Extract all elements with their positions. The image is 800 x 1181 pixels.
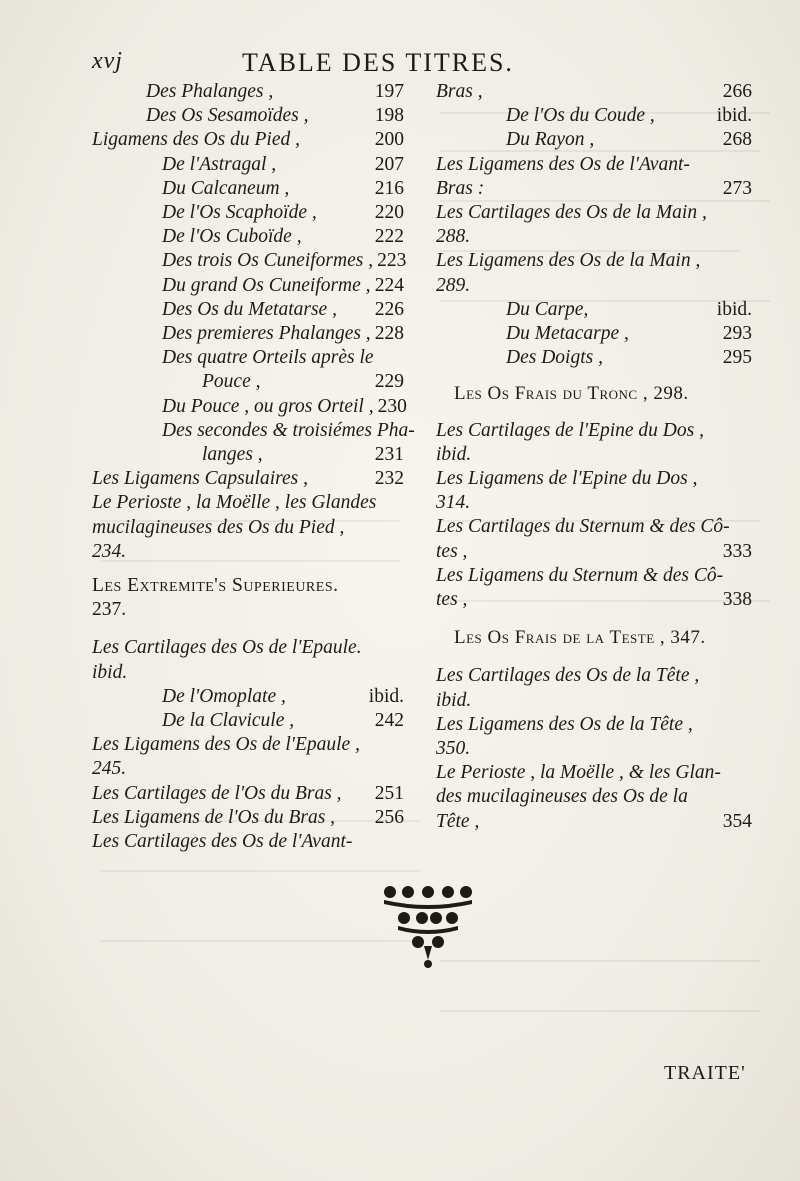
toc-entry-page bbox=[748, 761, 752, 785]
toc-entry-page bbox=[400, 661, 404, 685]
toc-entry-title: tes , bbox=[436, 589, 468, 611]
toc-entry bbox=[92, 661, 404, 685]
toc-entry bbox=[92, 177, 404, 201]
section-heading: Les Os Frais du Tronc , 298. bbox=[454, 383, 689, 405]
toc-entry-title: Du Metacarpe , bbox=[506, 323, 629, 345]
toc-entry-page: 354 bbox=[722, 810, 752, 832]
toc-entry bbox=[92, 685, 404, 709]
toc-entry-page bbox=[748, 225, 752, 249]
toc-entry bbox=[92, 443, 404, 467]
toc-entry-title: Les Cartilages du Sternum & des Cô- bbox=[436, 516, 730, 538]
toc-entry-page: 198 bbox=[374, 105, 404, 127]
toc-entry-page: 232 bbox=[374, 468, 404, 490]
toc-entry-title: Bras , bbox=[436, 81, 483, 102]
toc-entry-title: 350. bbox=[436, 738, 471, 760]
toc-entry-page: 200 bbox=[374, 129, 404, 151]
toc-entry-title: des mucilagineuses des Os de la bbox=[436, 786, 688, 808]
toc-entry-page: 222 bbox=[374, 226, 404, 248]
toc-entry-title: ibid. bbox=[92, 661, 128, 683]
toc-entry bbox=[436, 104, 752, 128]
toc-entry bbox=[436, 713, 752, 737]
toc-entry bbox=[436, 322, 752, 346]
toc-entry-page bbox=[748, 467, 752, 491]
left-column bbox=[92, 80, 415, 854]
page-title: TABLE DES TITRES. bbox=[242, 48, 514, 77]
toc-entry-title: Des Doigts , bbox=[506, 347, 603, 369]
toc-entry-page: 197 bbox=[374, 81, 404, 102]
toc-entry bbox=[92, 419, 415, 443]
toc-entry bbox=[92, 274, 404, 298]
toc-entry-title: De l'Omoplate , bbox=[162, 685, 286, 707]
toc-entry-title: Des Os du Metatarse , bbox=[162, 298, 337, 320]
toc-entry-title: Du Rayon , bbox=[506, 129, 595, 151]
toc-entry bbox=[92, 540, 404, 564]
toc-entry bbox=[436, 491, 752, 515]
toc-entry-page bbox=[748, 564, 752, 588]
toc-entry-page bbox=[400, 757, 404, 781]
toc-entry-title: Du Pouce , ou gros Orteil , bbox=[162, 395, 374, 417]
toc-entry bbox=[436, 467, 752, 491]
toc-entry-page: 220 bbox=[374, 202, 404, 224]
right-column bbox=[436, 80, 752, 834]
toc-entry bbox=[436, 689, 752, 713]
toc-entry bbox=[92, 395, 407, 419]
toc-entry bbox=[92, 370, 404, 394]
toc-entry-page bbox=[748, 515, 752, 539]
toc-entry-page: 216 bbox=[374, 177, 404, 199]
toc-entry bbox=[92, 225, 404, 249]
toc-entry bbox=[92, 298, 404, 322]
toc-entry bbox=[436, 225, 752, 249]
toc-entry-page: ibid. bbox=[716, 298, 752, 320]
toc-entry-title: ibid. bbox=[436, 689, 472, 711]
toc-entry-page: 228 bbox=[374, 323, 404, 345]
running-header bbox=[92, 48, 588, 82]
toc-entry-title: Les Cartilages de l'Os du Bras , bbox=[92, 782, 342, 804]
fleuron-ornament-icon bbox=[380, 880, 476, 970]
toc-entry bbox=[436, 664, 752, 688]
toc-entry-page bbox=[748, 443, 752, 467]
toc-entry bbox=[92, 830, 404, 854]
toc-entry-page bbox=[748, 689, 752, 713]
toc-entry bbox=[436, 540, 752, 564]
toc-entry bbox=[436, 588, 752, 612]
toc-entry-page bbox=[748, 419, 752, 443]
toc-entry bbox=[92, 709, 404, 733]
toc-entry-title: Du Calcaneum , bbox=[162, 177, 290, 199]
toc-entry-title: Les Ligamens de l'Epine du Dos , bbox=[436, 468, 698, 490]
toc-entry-title: Tête , bbox=[436, 810, 480, 832]
toc-entry-page bbox=[748, 664, 752, 688]
toc-entry-title: 288. bbox=[436, 226, 471, 248]
toc-entry-title: De l'Astragal , bbox=[162, 153, 277, 175]
toc-entry-title: ibid. bbox=[436, 443, 472, 465]
toc-entry-page bbox=[748, 713, 752, 737]
toc-entry-page bbox=[748, 491, 752, 515]
toc-entry bbox=[436, 515, 752, 539]
toc-entry-title: Les Cartilages des Os de la Tête , bbox=[436, 665, 700, 687]
toc-entry bbox=[92, 516, 404, 540]
toc-entry-page bbox=[400, 491, 404, 515]
toc-entry-page: 226 bbox=[374, 298, 404, 320]
toc-entry-title: Les Ligamens du Sternum & des Cô- bbox=[436, 564, 724, 586]
toc-entry bbox=[436, 564, 752, 588]
toc-entry bbox=[92, 491, 404, 515]
toc-entry-page: 256 bbox=[374, 806, 404, 828]
toc-entry-title: Bras : bbox=[436, 177, 485, 199]
toc-entry bbox=[436, 761, 752, 785]
toc-entry-title: 289. bbox=[436, 274, 471, 296]
toc-entry-page: 338 bbox=[722, 589, 752, 611]
toc-entry-title: tes , bbox=[436, 540, 468, 562]
toc-entry-page bbox=[400, 346, 404, 370]
toc-entry-page bbox=[400, 516, 404, 540]
toc-entry bbox=[436, 419, 752, 443]
toc-entry-title: langes , bbox=[202, 444, 263, 466]
toc-entry-page bbox=[748, 274, 752, 298]
toc-entry-page: ibid. bbox=[368, 685, 404, 707]
toc-entry bbox=[92, 153, 404, 177]
toc-entry-title: Les Ligamens des Os de la Tête , bbox=[436, 713, 693, 735]
toc-entry bbox=[436, 810, 752, 834]
toc-entry bbox=[436, 298, 752, 322]
toc-entry-page: 223 bbox=[377, 250, 407, 272]
toc-entry bbox=[436, 443, 752, 467]
toc-entry-page bbox=[748, 201, 752, 225]
toc-entry-page bbox=[400, 733, 404, 757]
toc-entry-title: 245. bbox=[92, 758, 127, 780]
toc-entry-title: Des trois Os Cuneiformes , bbox=[162, 250, 374, 272]
toc-entry-title: Des secondes & troisiémes Pha- bbox=[162, 419, 415, 441]
toc-entry bbox=[92, 782, 404, 806]
toc-entry bbox=[436, 346, 752, 370]
toc-entry-title: Ligamens des Os du Pied , bbox=[92, 129, 300, 151]
toc-entry-title: Les Ligamens des Os de la Main , bbox=[436, 250, 701, 272]
toc-entry-page: 266 bbox=[722, 81, 752, 102]
toc-entry-page bbox=[400, 540, 404, 564]
toc-entry-title: Les Ligamens des Os de l'Avant- bbox=[436, 153, 690, 175]
toc-entry bbox=[92, 201, 404, 225]
toc-entry-title: Les Ligamens Capsulaires , bbox=[92, 468, 308, 490]
toc-entry-title: Des Os Sesamoïdes , bbox=[146, 105, 309, 127]
toc-entry-page: 242 bbox=[374, 710, 404, 732]
toc-entry-title: Les Cartilages des Os de l'Avant- bbox=[92, 831, 353, 853]
toc-entry bbox=[92, 128, 404, 152]
toc-entry bbox=[436, 80, 752, 104]
toc-entry-title: Pouce , bbox=[202, 371, 261, 393]
toc-entry-title: Du Carpe, bbox=[506, 298, 589, 320]
toc-entry-page bbox=[748, 249, 752, 273]
toc-entry-title: De l'Os Scaphoïde , bbox=[162, 202, 317, 224]
toc-entry bbox=[92, 757, 404, 781]
toc-entry bbox=[436, 274, 752, 298]
toc-entry-title: Les Cartilages des Os de la Main , bbox=[436, 202, 707, 224]
toc-entry-title: Le Perioste , la Moëlle , & les Glan- bbox=[436, 762, 721, 784]
toc-entry-page: 333 bbox=[722, 540, 752, 562]
toc-entry-page bbox=[400, 636, 404, 660]
toc-entry-title: Le Perioste , la Moëlle , les Glandes bbox=[92, 492, 377, 514]
toc-entry bbox=[92, 249, 407, 273]
toc-entry bbox=[436, 153, 752, 177]
toc-entry-title: De l'Os Cuboïde , bbox=[162, 226, 302, 248]
toc-entry bbox=[92, 104, 404, 128]
toc-entry-page: 224 bbox=[374, 274, 404, 296]
toc-entry-page bbox=[748, 153, 752, 177]
toc-entry-title: Des premieres Phalanges , bbox=[162, 323, 371, 345]
toc-entry-page: 295 bbox=[722, 347, 752, 369]
toc-entry-page: 251 bbox=[374, 782, 404, 804]
toc-entry bbox=[92, 80, 404, 104]
toc-entry-page: 231 bbox=[374, 444, 404, 466]
toc-entry bbox=[92, 467, 404, 491]
toc-entry-title: Les Cartilages de l'Epine du Dos , bbox=[436, 419, 704, 441]
toc-entry-title: Du grand Os Cuneiforme , bbox=[162, 274, 371, 296]
toc-entry-title: Les Cartilages des Os de l'Epaule. bbox=[92, 637, 362, 659]
section-heading-page: 237. bbox=[92, 599, 127, 621]
toc-entry-title: mucilagineuses des Os du Pied , bbox=[92, 516, 345, 538]
toc-entry-title: De la Clavicule , bbox=[162, 710, 295, 732]
toc-entry bbox=[436, 128, 752, 152]
toc-entry bbox=[92, 322, 404, 346]
toc-entry-page: 207 bbox=[374, 153, 404, 175]
toc-entry-page: ibid. bbox=[716, 105, 752, 127]
toc-entry-title: Les Ligamens des Os de l'Epaule , bbox=[92, 734, 360, 756]
toc-entry-page bbox=[748, 737, 752, 761]
toc-entry-page: 230 bbox=[377, 395, 407, 417]
toc-entry bbox=[92, 636, 404, 660]
toc-entry-title: 314. bbox=[436, 492, 471, 514]
toc-entry-title: De l'Os du Coude , bbox=[506, 105, 655, 127]
section-heading: Les Extremite's Superieures. bbox=[92, 575, 339, 597]
toc-entry-page bbox=[415, 419, 419, 443]
toc-entry-page: 229 bbox=[374, 371, 404, 393]
toc-entry-title: 234. bbox=[92, 540, 127, 562]
toc-entry bbox=[92, 346, 404, 370]
page-folio: xvj bbox=[92, 48, 123, 74]
toc-entry-page bbox=[400, 830, 404, 854]
toc-entry bbox=[436, 737, 752, 761]
toc-entry-page: 268 bbox=[722, 129, 752, 151]
toc-entry bbox=[436, 177, 752, 201]
toc-entry bbox=[436, 249, 752, 273]
toc-entry bbox=[92, 806, 404, 830]
toc-entry-title: Des quatre Orteils après le bbox=[162, 347, 374, 369]
section-heading: Les Os Frais de la Teste , 347. bbox=[454, 627, 706, 649]
toc-entry-title: Des Phalanges , bbox=[146, 81, 274, 102]
catchword: TRAITE' bbox=[664, 1062, 746, 1084]
toc-entry bbox=[92, 733, 404, 757]
toc-entry bbox=[436, 785, 752, 809]
toc-entry-title: Les Ligamens de l'Os du Bras , bbox=[92, 806, 336, 828]
toc-entry-page: 273 bbox=[722, 177, 752, 199]
toc-entry bbox=[436, 201, 752, 225]
toc-entry-page bbox=[748, 785, 752, 809]
toc-entry-page: 293 bbox=[722, 323, 752, 345]
